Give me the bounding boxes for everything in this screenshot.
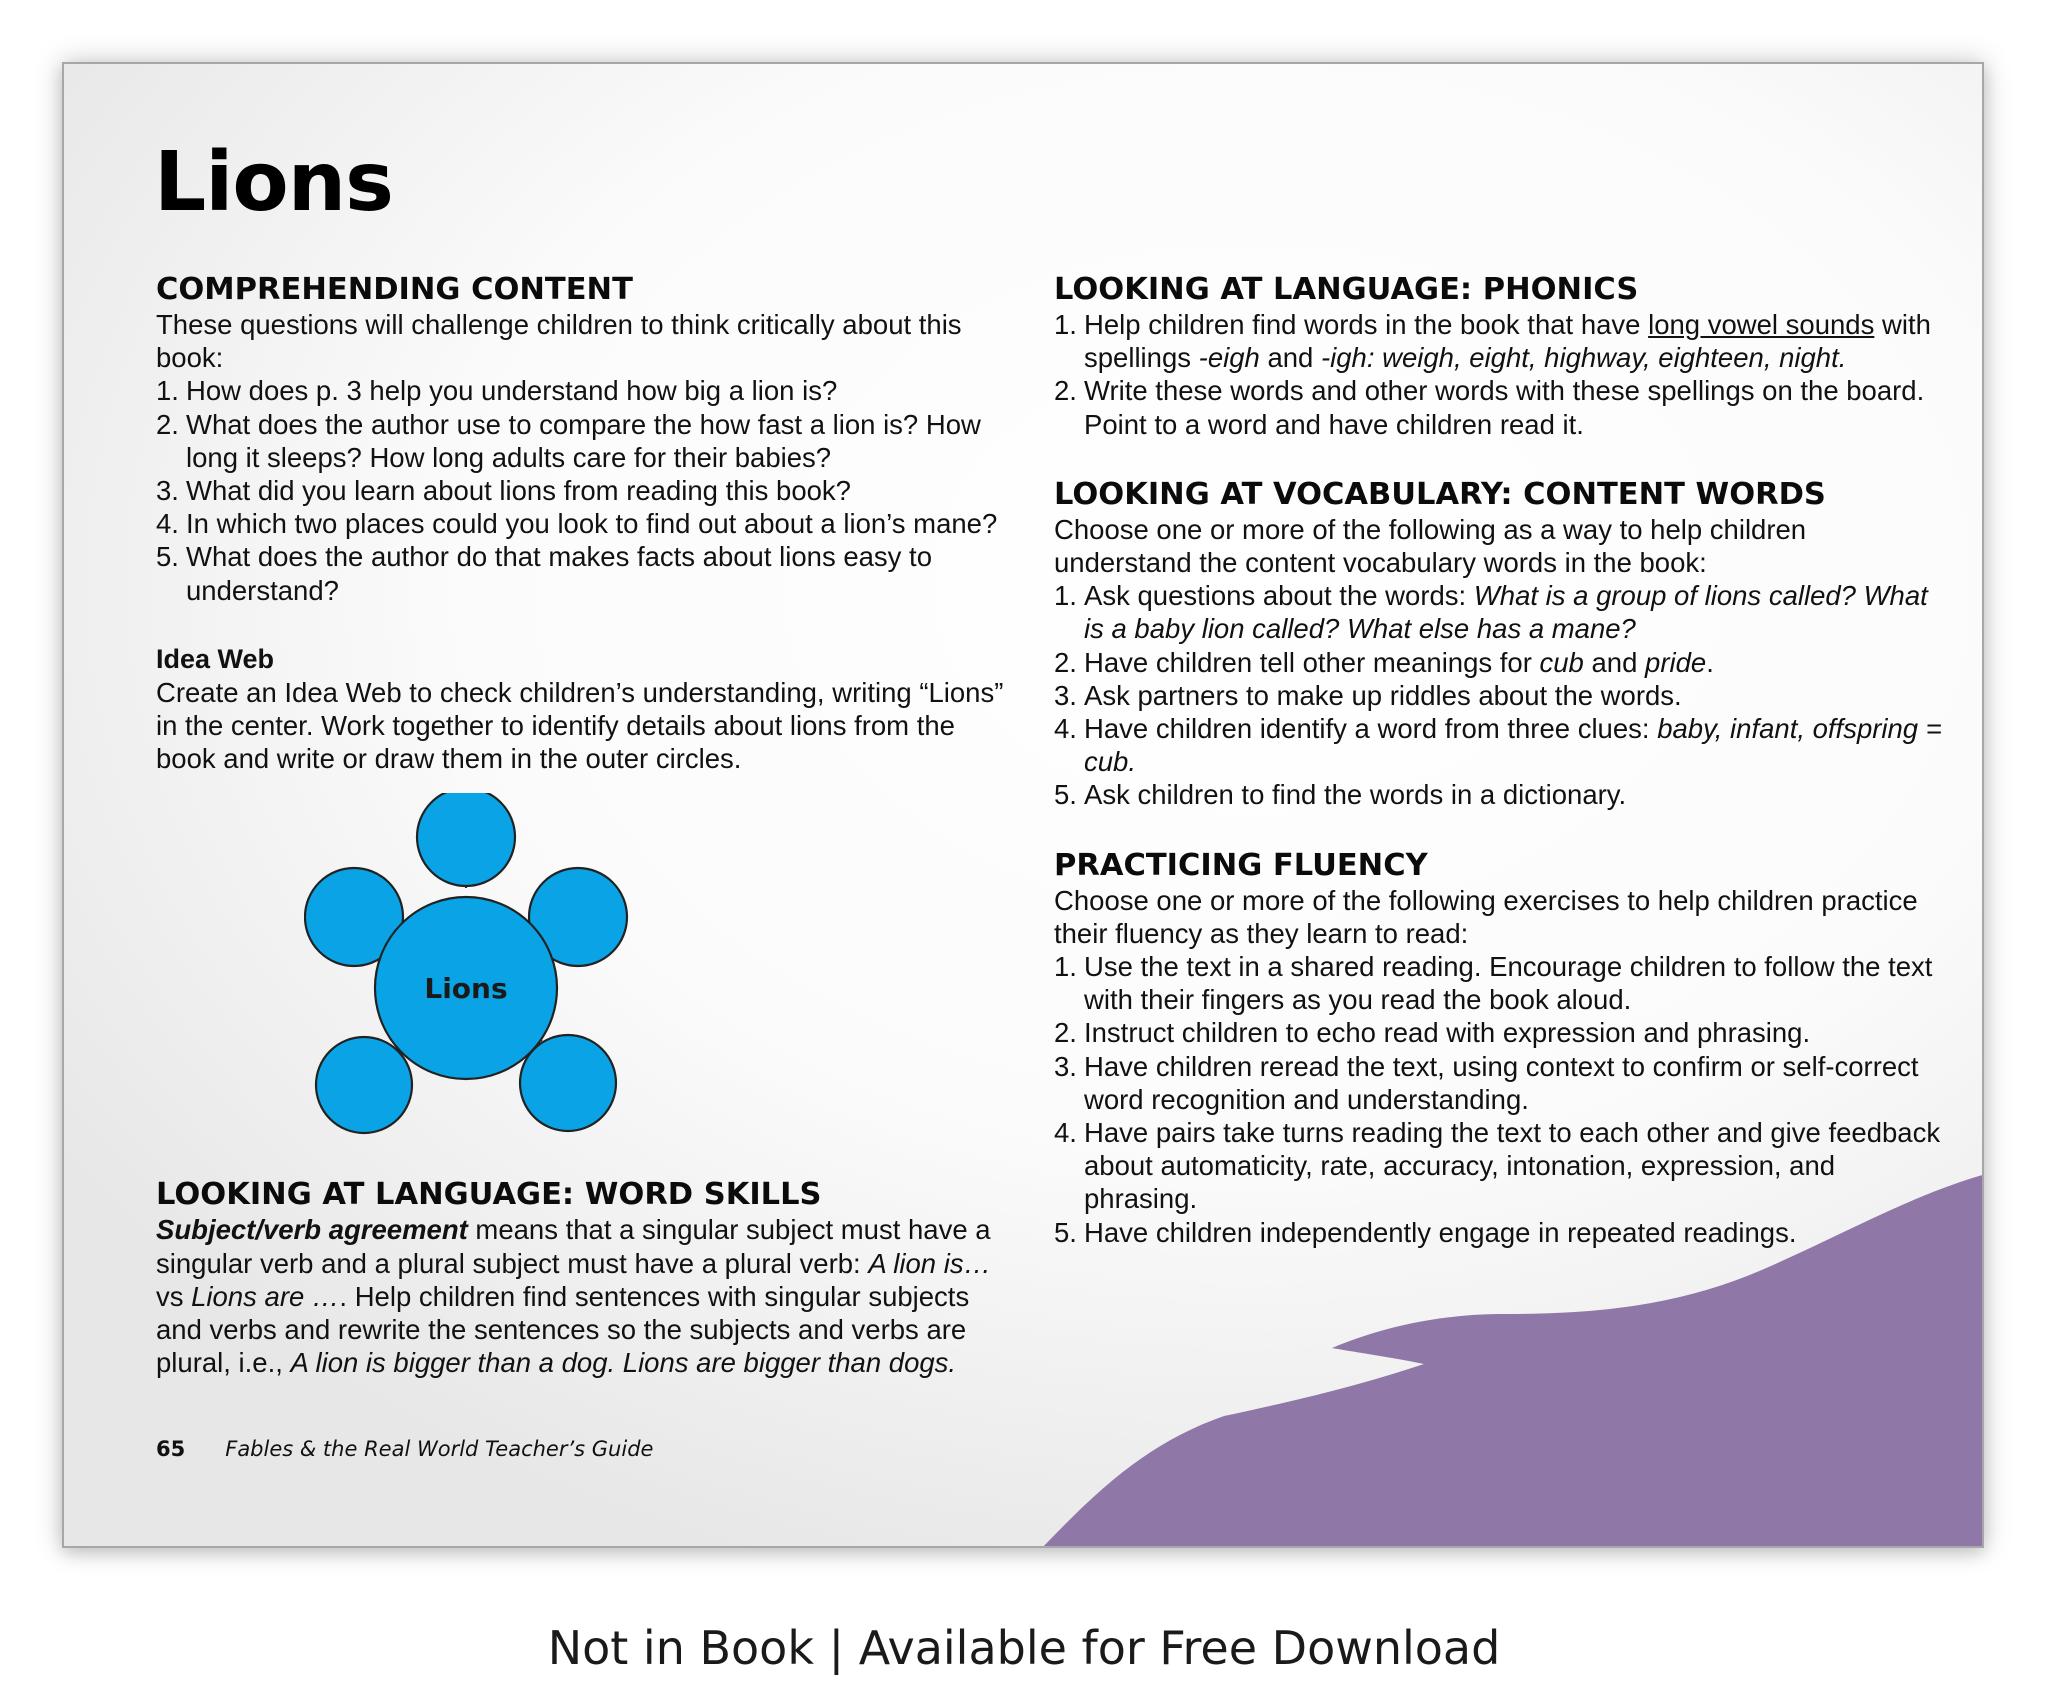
word-skills-heading: LOOKING AT LANGUAGE: WORD SKILLS [156,1177,822,1213]
long-vowel-link: long vowel sounds [1648,309,1875,340]
phonics-section [1054,272,1944,441]
list-item: 3. Ask partners to make up riddles about the words. [1054,679,1682,711]
list-item: 2. Write these words and other words with these spellings on the board. Point to a word and have children read it. [1054,375,1925,440]
list-item: 2. What does the author use to compare the how fast a lion is? How long it sleeps? How long adults care for their babies? [156,408,981,473]
page-number: 65 [156,1437,186,1461]
guide-page [62,62,1984,1548]
list-item: 4. In which two places could you look to find out about a lion’s mane? [156,508,998,540]
idea-web-text: Create an Idea Web to check children’s understanding, writing “Lions” in the center. Work together to identify details about lions from the book and write or draw them in the outer circles. [156,676,1004,775]
list-item: 1. Use the text in a shared reading. Encourage children to follow the text with their fingers as you read the book aloud. [1054,951,1933,1016]
list-item: 5. Ask children to find the words in a dictionary. [1054,779,1627,811]
list-item: 1. Help children find words in the book that have long vowel sounds with spellings -eigh and -igh: weigh, eight, highway, eighteen, night. [1054,309,1931,374]
comprehending-list [156,374,1006,606]
idea-web-diagram [304,793,724,1143]
web-center-label: Lions [424,972,508,1006]
word-skills-text: Subject/verb agreement means that a singular subject must have a singular verb and a plural subject must have a plural verb: A lion is… vs Lions are …. Help children find sentences with singular subjects and verbs and rewrite the sentences so the subjects and verbs are plural, i.e., A lion is bigger than a dog. Lions are bigger than dogs. [156,1214,992,1379]
idea-web-section [156,643,1006,1144]
list-item: 5. Have children independently engage in repeated readings. [1054,1216,1797,1248]
list-item: 3. Have children reread the text, using context to confirm or self-correct word recognition and understanding. [1054,1050,1919,1115]
list-item: 4. Have pairs take turns reading the text to each other and give feedback about automaticity, rate, accuracy, intonation, expression, and phrasing. [1054,1117,1941,1215]
vocabulary-section [1054,477,1944,812]
page-footer [156,1436,653,1463]
page-title: Lions [154,135,393,230]
guide-title: Fables & the Real World Teacher’s Guide [225,1437,654,1461]
vocabulary-intro: Choose one or more of the following as a way to help children understand the content vocabulary words in the book: [1054,513,1807,579]
list-item: 4. Have children identify a word from three clues: baby, infant, offspring = cub. [1054,713,1942,778]
list-item: 1. How does p. 3 help you understand how big a lion is? [156,375,838,407]
list-item: 5. What does the author do that makes facts about lions easy to understand? [156,541,932,606]
fluency-list [1054,950,1944,1249]
comprehending-intro: These questions will challenge children to think critically about this book: [156,309,962,374]
fluency-intro: Choose one or more of the following exercises to help children practice their fluency as they learn to read: [1054,884,1918,949]
word-skills-section [156,1177,1006,1379]
list-item: 2. Instruct children to echo read with expression and phrasing. [1054,1017,1811,1049]
vocabulary-list [1054,579,1944,811]
fluency-section [1054,848,1944,1249]
list-item: 3. What did you learn about lions from reading this book? [156,475,851,507]
left-column [156,272,1006,1415]
web-outer-circle [417,793,515,886]
fluency-heading: PRACTICING FLUENCY [1054,847,1428,883]
right-column [1054,272,1944,1285]
list-item: 1. Ask questions about the words: What is a group of lions called? What is a baby lion called? What else has a mane? [1054,580,1928,645]
phonics-heading: LOOKING AT LANGUAGE: PHONICS [1054,272,1639,307]
vocabulary-heading: LOOKING AT VOCABULARY: CONTENT WORDS [1054,476,1826,512]
comprehending-section [156,272,1006,607]
idea-web-heading: Idea Web [156,643,275,674]
comprehending-heading: COMPREHENDING CONTENT [156,272,633,307]
web-outer-circle [316,1037,412,1133]
phonics-list [1054,308,1944,441]
download-caption: Not in Book | Available for Free Download [547,1621,1501,1675]
list-item: 2. Have children tell other meanings for cub and pride. [1054,646,1714,678]
